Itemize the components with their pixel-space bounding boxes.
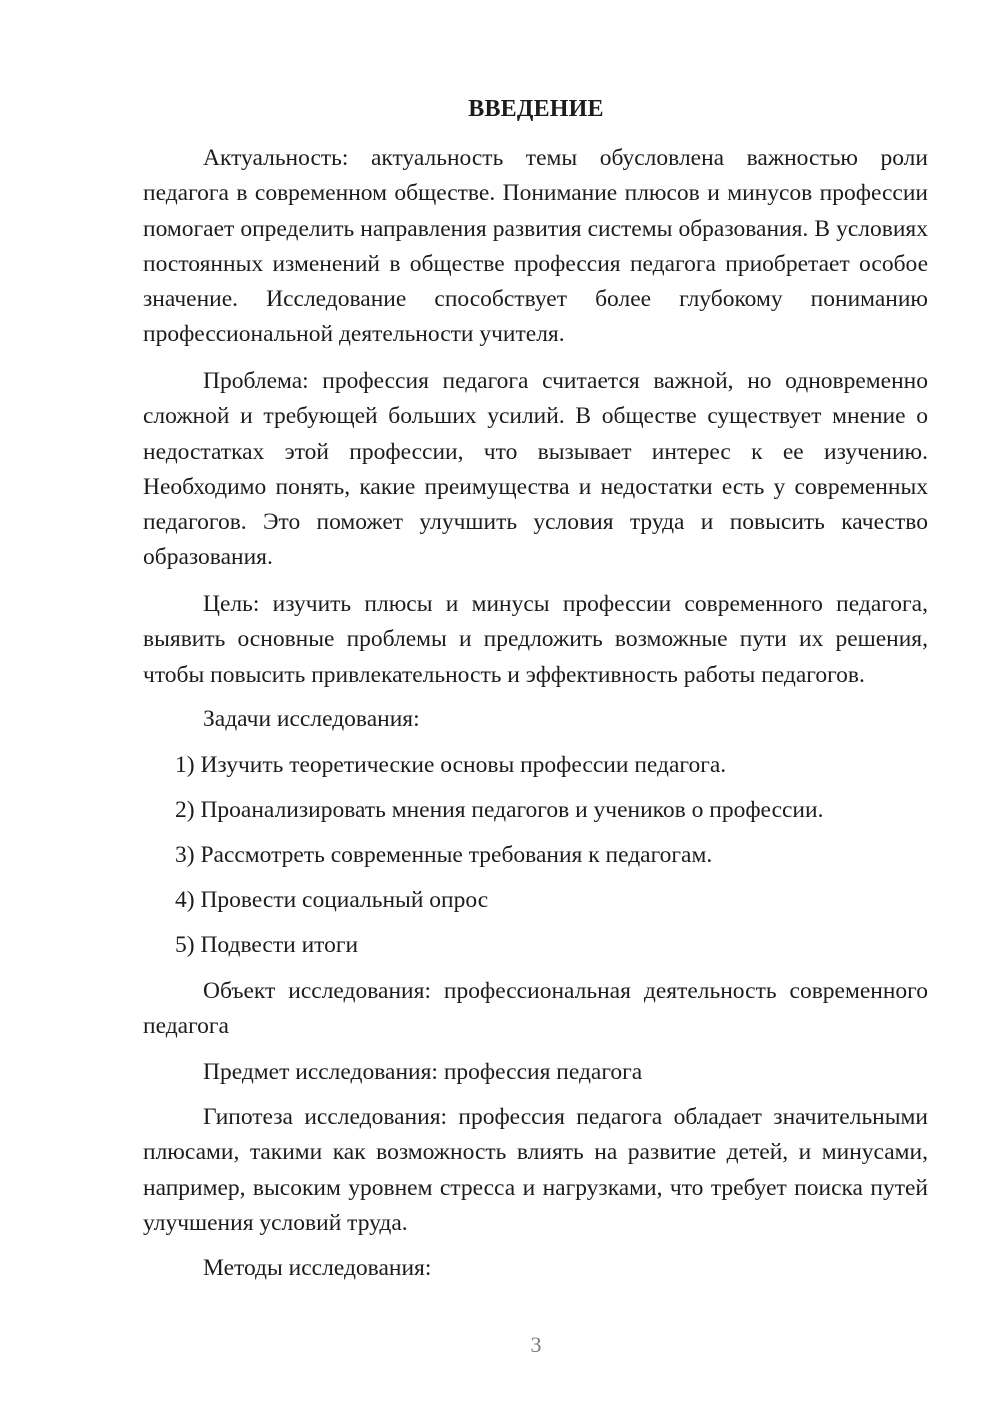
hypothesis-paragraph: Гипотеза исследования: профессия педагога обладает значительными плюсами, такими как возможность влиять на развитие детей, и минусами, например, высоким уровнем стресса и нагрузками, что требует поиска путей улучшения условий труда. — [143, 1104, 928, 1236]
object-paragraph: Объект исследования: профессиональная деятельность современного педагога — [143, 978, 928, 1040]
problem-paragraph: Проблема: профессия педагога считается важной, но одновременно сложной и требующей больших усилий. В обществе существует мнение о недостатках этой профессии, что вызывает интерес к ее изучению. Необходимо понять, какие преимущества и недостатки есть у современных педагогов. Это поможет улучшить условия труда и повысить качество образования. — [143, 368, 928, 571]
task-item-2: 2) Проанализировать мнения педагогов и учеников о профессии. — [175, 797, 824, 823]
goal-paragraph: Цель: изучить плюсы и минусы профессии современного педагога, выявить основные проблемы и предложить возможные пути их решения, чтобы повысить привлекательность и эффективность работы педагогов. — [143, 591, 928, 688]
page-number: 3 — [530, 1332, 542, 1357]
task-item-5: 5) Подвести итоги — [175, 932, 359, 958]
subject-line: Предмет исследования: профессия педагога — [203, 1059, 643, 1085]
task-item-3: 3) Рассмотреть современные требования к педагогам. — [175, 842, 713, 868]
relevance-paragraph: Актуальность: актуальность темы обусловлена важностью роли педагога в современном обществе. Понимание плюсов и минусов профессии помогает определить направления развития системы образования. В условиях постоянных изменений в обществе профессия педагога приобретает особое значение. Исследование способствует более глубокому пониманию профессиональной деятельности учителя. — [143, 145, 928, 348]
section-title: ВВЕДЕНИЕ — [468, 96, 604, 122]
task-item-4: 4) Провести социальный опрос — [175, 887, 489, 913]
tasks-heading: Задачи исследования: — [203, 706, 420, 732]
methods-heading: Методы исследования: — [203, 1255, 432, 1281]
task-item-1: 1) Изучить теоретические основы профессии педагога. — [175, 752, 727, 778]
